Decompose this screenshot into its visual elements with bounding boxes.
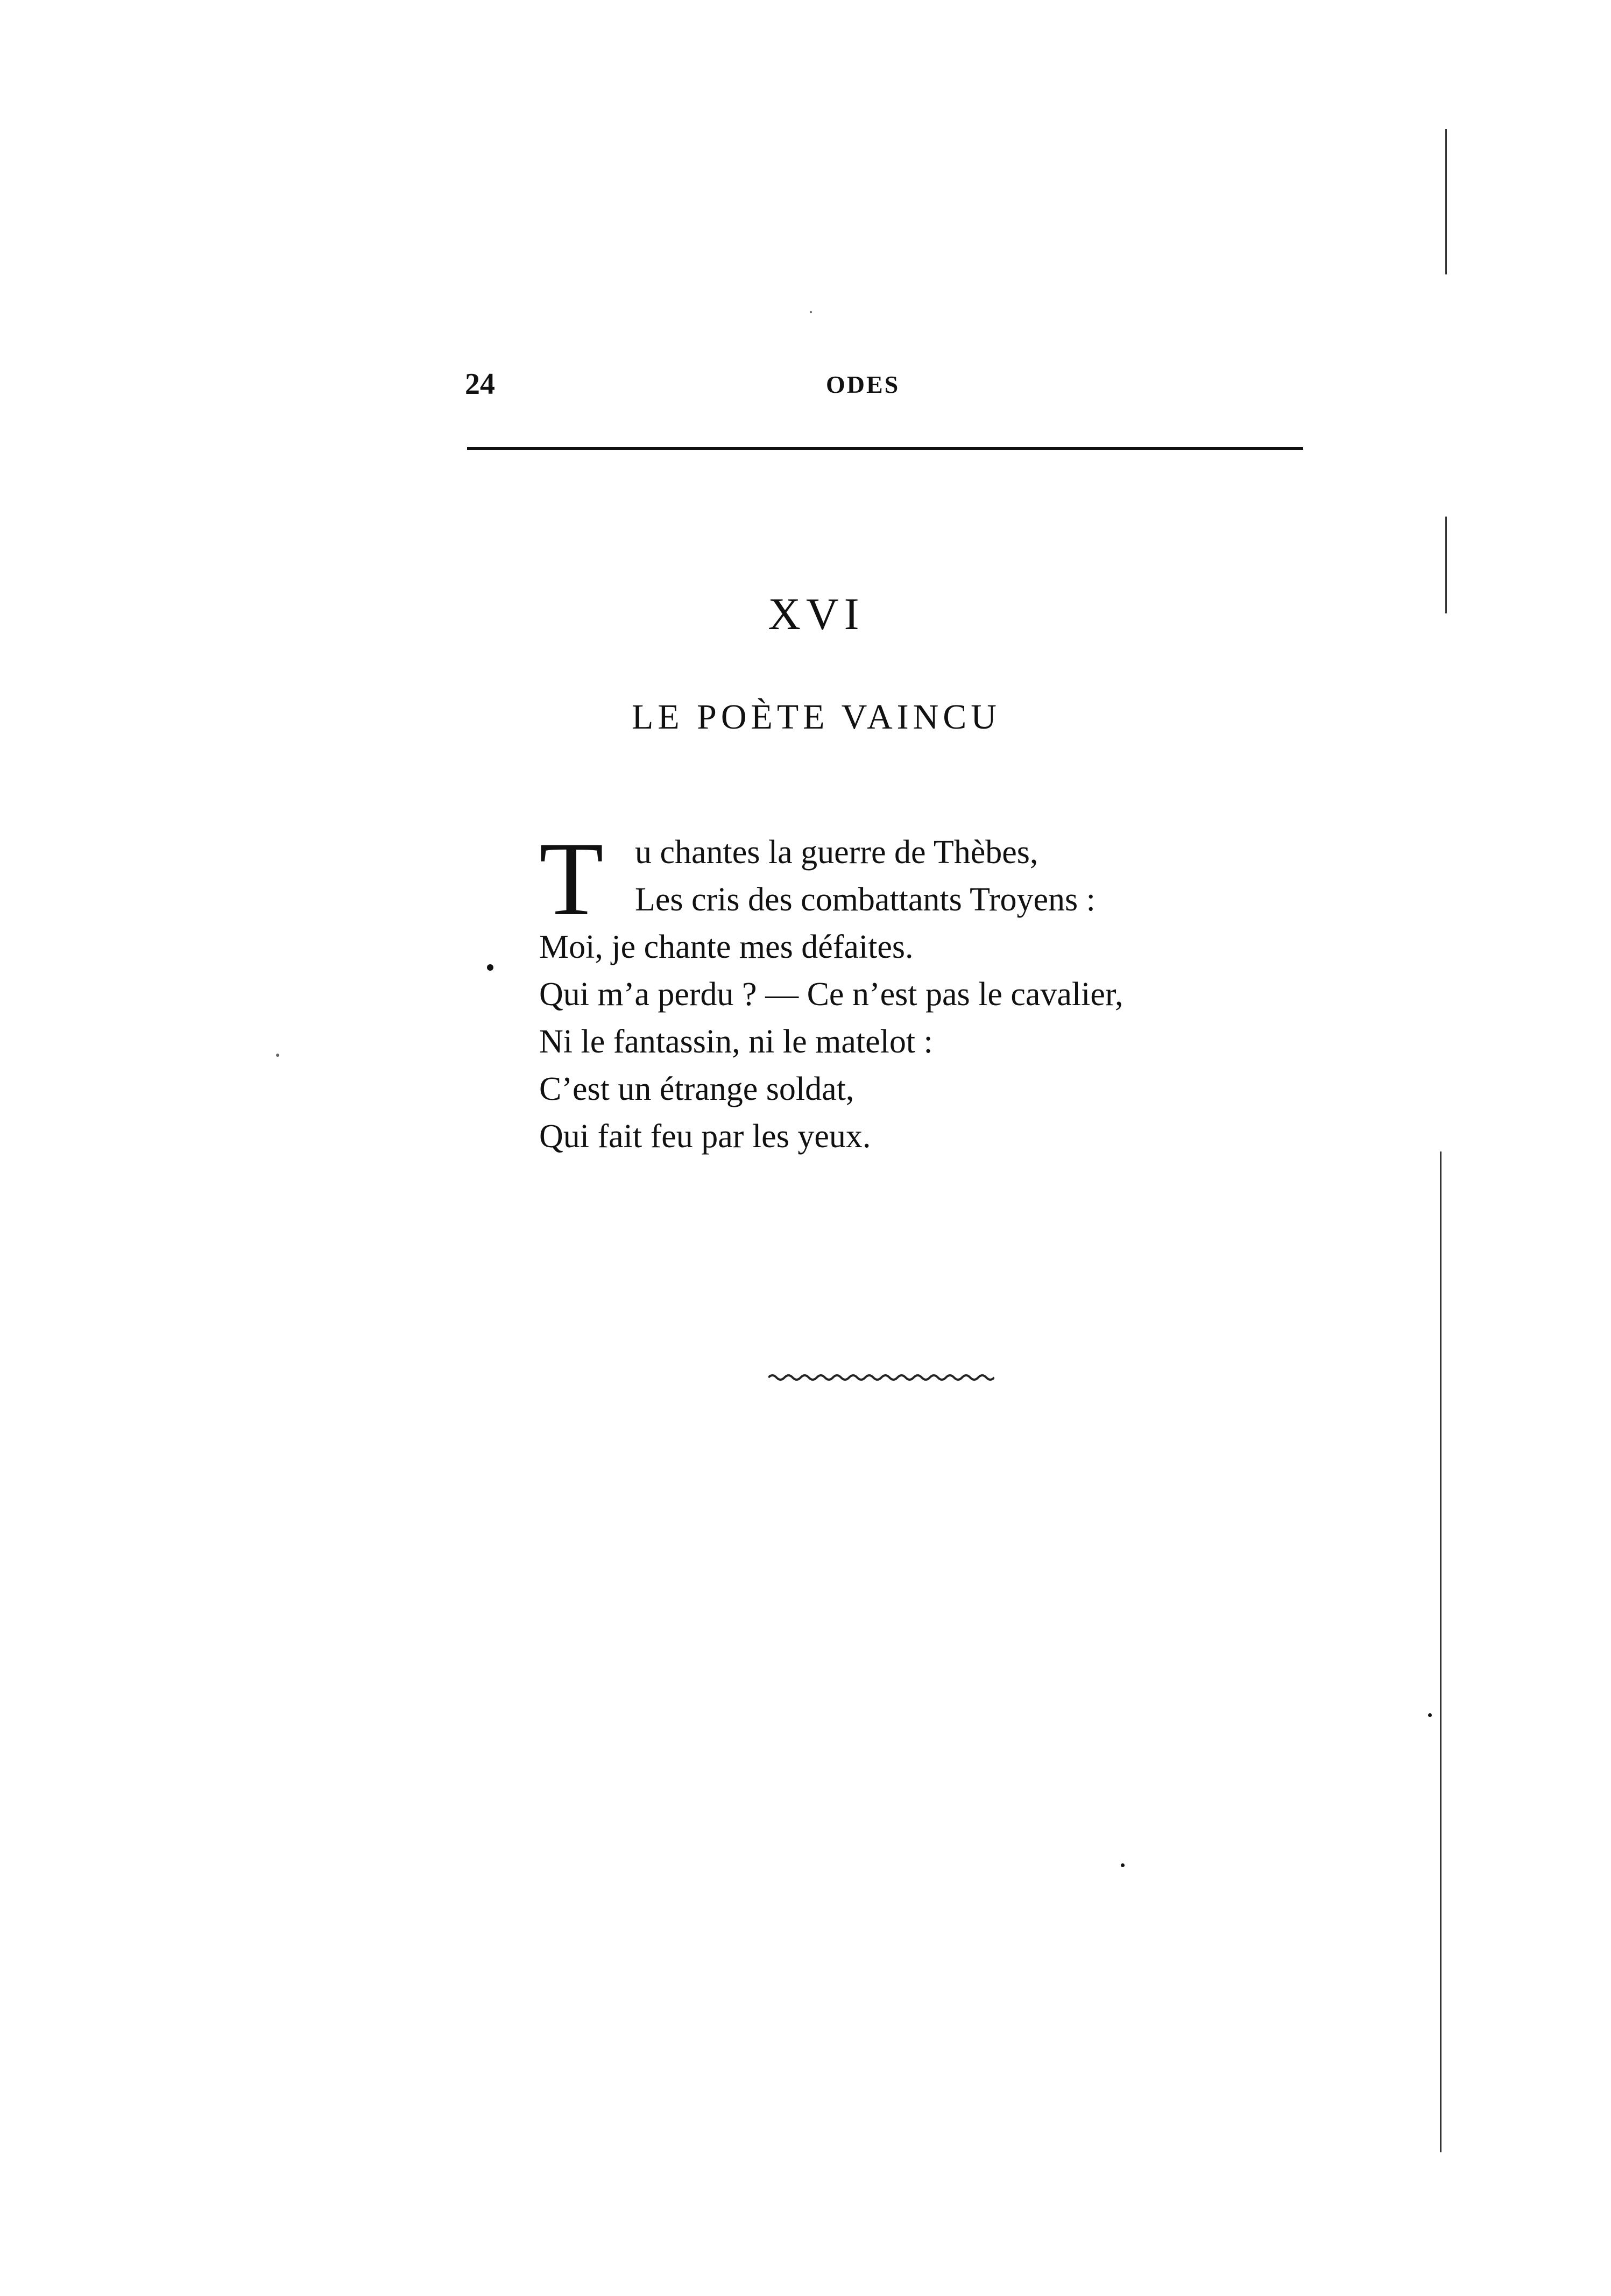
speck: [487, 964, 493, 971]
speck: [1121, 1863, 1125, 1867]
speck: [1428, 1713, 1432, 1717]
tail-ornament: [768, 1372, 994, 1383]
verse-line-1: [539, 829, 1303, 876]
verse-line-4: Qui m’a perdu ? — Ce n’est pas le cavalier,: [539, 976, 1124, 1013]
speck: [810, 311, 812, 313]
margin-line-mid: [1445, 517, 1447, 613]
verse-line-3: Moi, je chante mes défaites.: [539, 929, 914, 965]
margin-line-lower: [1440, 1151, 1442, 2152]
verse-line-2: Les cris des combattants Troyens :: [635, 881, 1096, 918]
page-number: 24: [465, 368, 495, 401]
verse-line-6: C’est un étrange soldat,: [539, 1071, 854, 1107]
ode-title: LE POÈTE VAINCU: [632, 697, 1001, 737]
header-rule: [467, 447, 1303, 450]
ode-number: XVI: [768, 589, 865, 639]
verse-line-7: Qui fait feu par les yeux.: [539, 1118, 871, 1155]
margin-line-top: [1445, 129, 1447, 274]
poem: [539, 821, 1303, 1160]
speck: [276, 1054, 279, 1057]
verse-line-5: Ni le fantassin, ni le matelot :: [539, 1023, 933, 1060]
first-line-text: u chantes la guerre de Thèbes,: [635, 834, 1038, 871]
running-head: ODES: [826, 371, 900, 398]
dropcap: T: [539, 821, 604, 937]
